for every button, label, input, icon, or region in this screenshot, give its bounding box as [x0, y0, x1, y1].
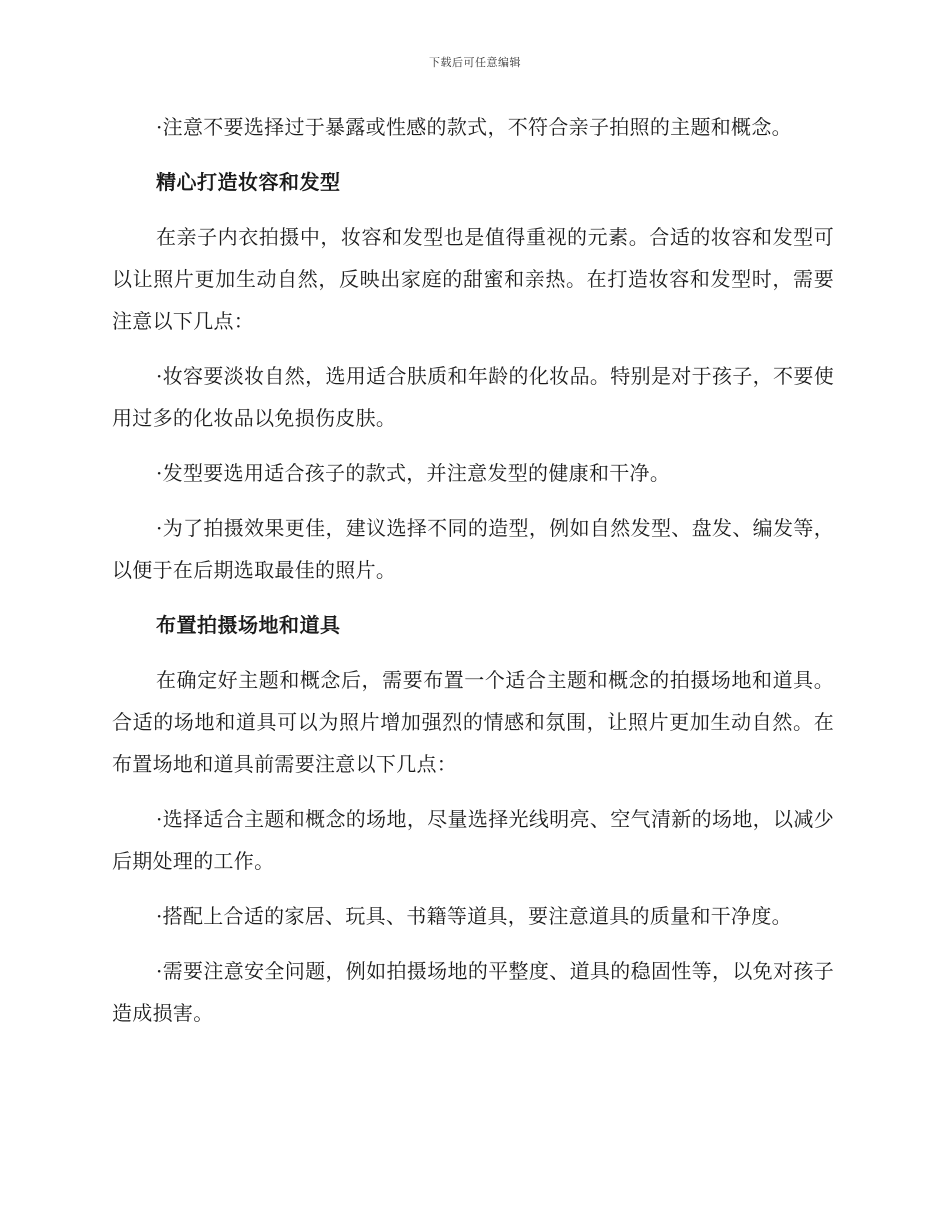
page-header: 下载后可任意编辑: [429, 56, 521, 69]
document-body: [112, 106, 834, 1047]
paragraph-bullet-safety: ·需要注意安全问题，例如拍摄场地的平整度、道具的稳固性等，以免对孩子造成损害。: [112, 959, 834, 1025]
paragraph-makeup-intro: 在亲子内衣拍摄中，妆容和发型也是值得重视的元素。合适的妆容和发型可以让照片更加生动自然，反映出家庭的甜蜜和亲热。在打造妆容和发型时，需要注意以下几点：: [112, 225, 834, 333]
paragraph-bullet-makeup: ·妆容要淡妆自然，选用适合肤质和年龄的化妆品。特别是对于孩子，不要使用过多的化妆品以免损伤皮肤。: [112, 364, 834, 430]
paragraph-bullet-venue: ·选择适合主题和概念的场地，尽量选择光线明亮、空气清新的场地，以减少后期处理的工作。: [112, 807, 834, 873]
section-heading-venue-props: 布置拍摄场地和道具: [156, 613, 341, 637]
paragraph-bullet-style-warning: ·注意不要选择过于暴露或性感的款式，不符合亲子拍照的主题和概念。: [156, 115, 792, 139]
paragraph-venue-intro: 在确定好主题和概念后，需要布置一个适合主题和概念的拍摄场地和道具。合适的场地和道具可以为照片增加强烈的情感和氛围，让照片更加生动自然。在布置场地和道具前需要注意以下几点：: [112, 668, 834, 776]
paragraph-bullet-props: ·搭配上合适的家居、玩具、书籍等道具，要注意道具的质量和干净度。: [156, 904, 792, 928]
paragraph-bullet-styles: ·为了拍摄效果更佳，建议选择不同的造型，例如自然发型、盘发、编发等，以便于在后期选取最佳的照片。: [112, 516, 834, 582]
section-heading-makeup-hair: 精心打造妆容和发型: [156, 170, 341, 194]
paragraph-bullet-hair: ·发型要选用适合孩子的款式，并注意发型的健康和干净。: [156, 461, 671, 485]
